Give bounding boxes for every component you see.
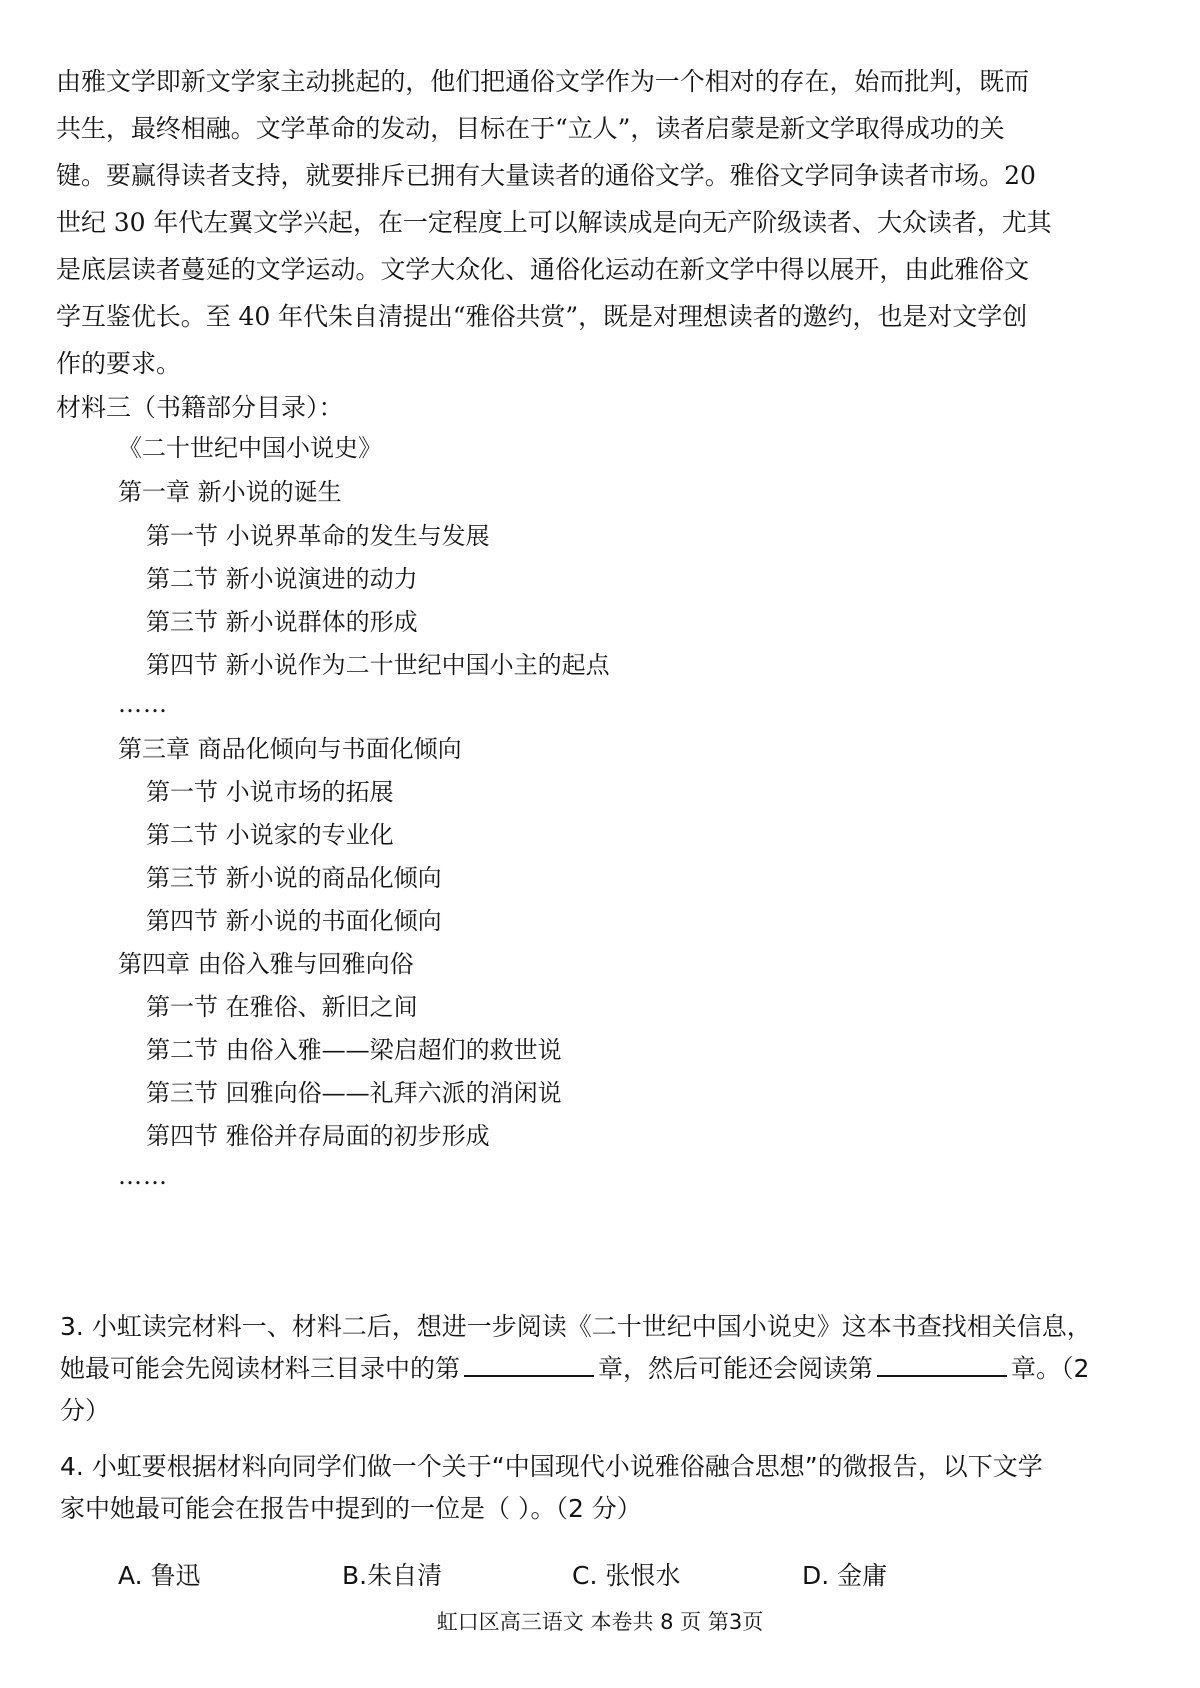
toc-section: 第三节 新小说群体的形成 [146,608,418,636]
toc-book-title: 《二十世纪中国小说史》 [118,434,382,462]
toc-section: 第一节 在雅俗、新旧之间 [146,993,418,1021]
passage-line: 键。要赢得读者支持，就要排斥已拥有大量读者的通俗文学。雅俗文学同争读者市场。20 [56,161,1036,190]
page-footer: 虹口区高三语文 本卷共 8 页 第3页 [436,1610,764,1634]
toc-ellipsis: …… [118,690,168,718]
toc-section: 第四节 雅俗并存局面的初步形成 [146,1122,490,1150]
question-3-text: 章。（2 [1011,1354,1090,1383]
question-3-line [60,1348,1170,1390]
toc-section: 第一节 小说界革命的发生与发展 [146,522,490,550]
toc-chapter: 第四章 由俗入雅与回雅向俗 [118,950,414,978]
option-a[interactable]: A. 鲁迅 [118,1561,201,1590]
toc-chapter: 第一章 新小说的诞生 [118,478,342,506]
passage-line: 共生，最终相融。文学革命的发动，目标在于“立人”，读者启蒙是新文学取得成功的关 [56,114,1005,143]
question-3 [60,1306,1170,1432]
question-4-line: 4. 小虹要根据材料向同学们做一个关于“中国现代小说雅俗融合思想”的微报告，以下文学 [60,1452,1043,1481]
material3-heading: 材料三（书籍部分目录）： [56,393,344,422]
toc-section: 第二节 新小说演进的动力 [146,565,418,593]
answer-blank-1[interactable] [464,1353,594,1377]
question-3-line: 分） [60,1396,111,1425]
toc-section: 第三节 新小说的商品化倾向 [146,864,442,892]
passage-line: 是底层读者蔓延的文学运动。文学大众化、通俗化运动在新文学中得以展开，由此雅俗文 [56,255,1030,284]
question-3-text: 她最可能会先阅读材料三目录中的第 [60,1354,461,1383]
toc-section: 第二节 由俗入雅——梁启超们的救世说 [146,1036,562,1064]
question-4-line: 家中她最可能会在报告中提到的一位是（ ）。（2 分） [60,1494,642,1523]
passage-line: 作的要求。 [56,349,182,378]
toc-section: 第四节 新小说的书面化倾向 [146,907,442,935]
passage-line: 由雅文学即新文学家主动挑起的，他们把通俗文学作为一个相对的存在，始而批判，既而 [56,67,1030,96]
option-c[interactable]: C. 张恨水 [572,1561,681,1590]
toc-section: 第一节 小说市场的拓展 [146,778,394,806]
toc-ellipsis: …… [118,1162,168,1190]
passage-paragraph [56,58,1176,387]
question-3-text: 章，然后可能还会阅读第 [598,1354,874,1383]
passage-line: 学互鉴优长。至 40 年代朱自清提出“雅俗共赏”，既是对理想读者的邀约，也是对文学创 [56,302,1028,331]
toc-section: 第二节 小说家的专业化 [146,821,394,849]
toc-section: 第四节 新小说作为二十世纪中国小主的起点 [146,651,610,679]
option-d[interactable]: D. 金庸 [802,1561,888,1590]
passage-line: 世纪 30 年代左翼文学兴起，在一定程度上可以解读成是向无产阶级读者、大众读者，尤其 [56,208,1052,237]
question-3-line: 3. 小虹读完材料一、材料二后，想进一步阅读《二十世纪中国小说史》这本书查找相关信息， [60,1312,1092,1341]
answer-blank-2[interactable] [877,1353,1007,1377]
toc-chapter: 第三章 商品化倾向与书面化倾向 [118,735,462,763]
question-4-options [118,1556,1018,1596]
option-b[interactable]: B.朱自清 [342,1561,443,1590]
toc-section: 第三节 回雅向俗——礼拜六派的消闲说 [146,1079,562,1107]
question-4 [60,1446,1170,1530]
